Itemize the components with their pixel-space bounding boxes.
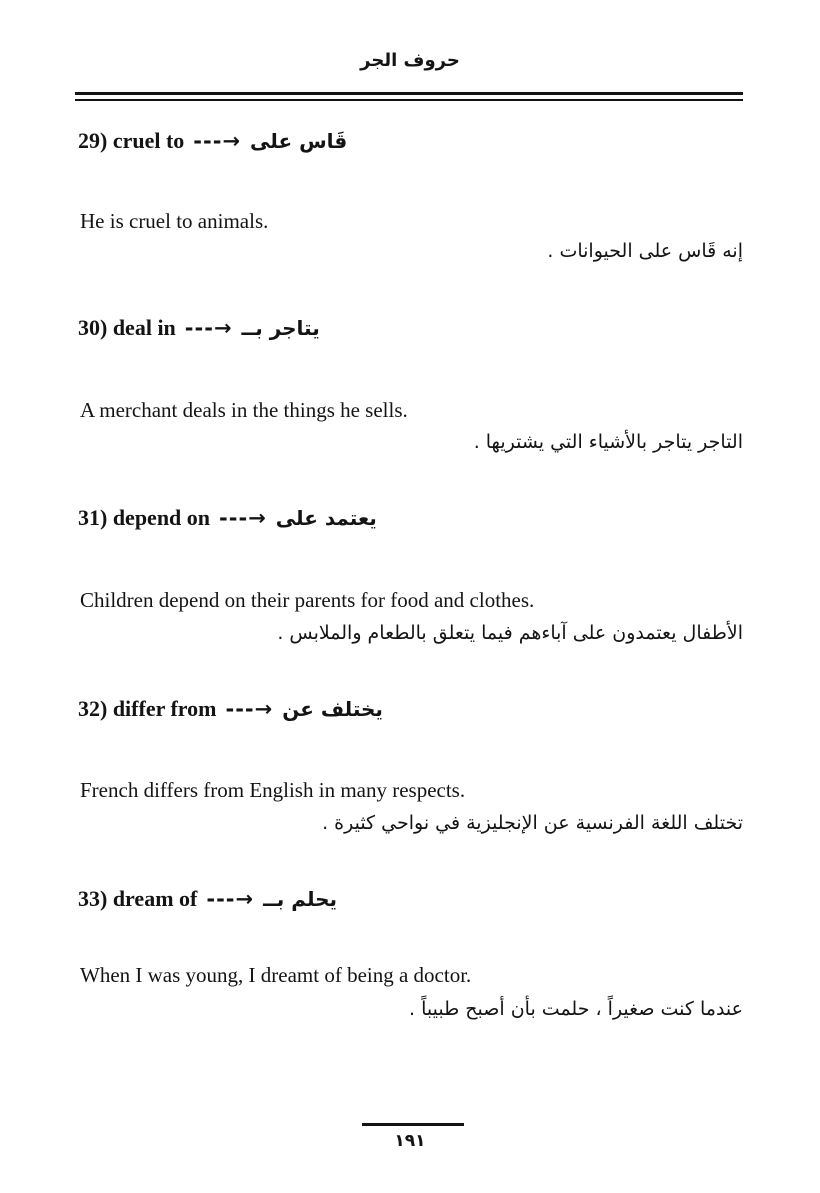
footer-rule (362, 1123, 464, 1126)
entry-32-example-arabic: تختلف اللغة الفرنسية عن الإنجليزية في نواحي كثيرة . (322, 812, 743, 834)
right-arrow-icon: ---→ (219, 506, 267, 530)
entry-29-arabic-meaning: قَاس على (250, 129, 348, 153)
entry-30-example-english: A merchant deals in the things he sells. (80, 398, 408, 422)
entry-31-number-phrase: 31) depend on (78, 505, 211, 530)
page-number: ١٩١ (394, 1131, 426, 1151)
entry-32-arabic-meaning: يختلف عن (282, 697, 383, 721)
entry-30-heading (78, 315, 320, 341)
right-arrow-icon: ---→ (225, 697, 274, 721)
header-double-rule (75, 92, 743, 101)
entry-32-example-english: French differs from English in many respects. (80, 778, 466, 802)
entry-32-number-phrase: 32) differ from (78, 696, 217, 721)
entry-33-number-phrase: 33) dream of (78, 886, 198, 911)
entry-33-example-english: When I was young, I dreamt of being a doctor. (80, 963, 472, 987)
entry-29-example-arabic: إنه قَاس على الحيوانات . (547, 240, 743, 262)
entry-29-number-phrase: 29) cruel to (78, 128, 185, 153)
entry-33-arabic-meaning: يحلم بــ (263, 887, 338, 911)
right-arrow-icon: ---→ (184, 316, 233, 340)
entry-30-example-arabic: التاجر يتاجر بالأشياء التي يشتريها . (473, 431, 743, 453)
entry-29-heading (78, 128, 347, 154)
right-arrow-icon: ---→ (193, 129, 242, 153)
entry-30-arabic-meaning: يتاجر بــ (241, 316, 320, 340)
entry-31-arabic-meaning: يعتمد على (275, 506, 377, 530)
entry-30-number-phrase: 30) deal in (78, 315, 176, 340)
entry-32-heading (78, 696, 383, 722)
right-arrow-icon: ---→ (206, 887, 255, 911)
entry-31-example-english: Children depend on their parents for food and clothes. (80, 588, 535, 612)
page-header-title: حروف الجر (360, 50, 460, 71)
entry-33-heading (78, 886, 337, 912)
entry-31-heading (78, 505, 377, 531)
entry-33-example-arabic: عندما كنت صغيراً ، حلمت بأن أصبح طبيباً . (409, 998, 743, 1020)
entry-29-example-english: He is cruel to animals. (80, 209, 269, 233)
entry-31-example-arabic: الأطفال يعتمدون على آباءهم فيما يتعلق بالطعام والملابس . (277, 622, 743, 644)
